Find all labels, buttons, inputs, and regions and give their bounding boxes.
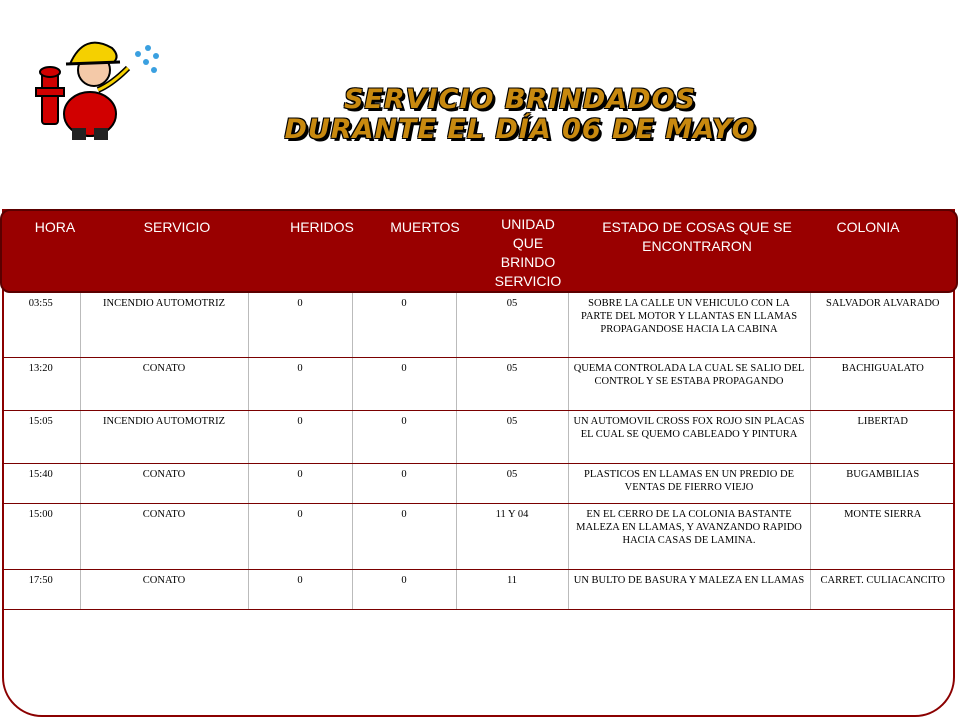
cell-colonia: SALVADOR ALVARADO [810, 293, 955, 357]
cell-servicio: CONATO [80, 357, 248, 410]
cell-heridos: 0 [248, 357, 352, 410]
cell-colonia: BACHIGUALATO [810, 357, 955, 410]
header-muertos: MUERTOS [390, 219, 460, 235]
cell-estado: PLASTICOS EN LLAMAS EN UN PREDIO DE VENTAS DE FIERRO VIEJO [568, 463, 810, 503]
header-estado-line: ENCONTRARON [642, 238, 752, 254]
cell-unidad: 05 [456, 293, 568, 357]
cell-heridos: 0 [248, 569, 352, 609]
header-unidad-line: BRINDO [500, 254, 556, 270]
cell-muertos: 0 [352, 293, 456, 357]
services-table [2, 293, 955, 610]
cell-unidad: 05 [456, 410, 568, 463]
header-estado-line: ESTADO DE COSAS QUE SE [602, 219, 792, 235]
cell-muertos: 0 [352, 569, 456, 609]
cell-muertos: 0 [352, 357, 456, 410]
table-row [2, 293, 955, 357]
cell-heridos: 0 [248, 410, 352, 463]
cell-hora: 03:55 [2, 293, 80, 357]
cell-unidad: 11 Y 04 [456, 503, 568, 569]
cell-colonia: CARRET. CULIACANCITO [810, 569, 955, 609]
title-line-1: SERVICIO BRINDADOS [344, 84, 696, 115]
table-row [2, 357, 955, 410]
cell-hora: 17:50 [2, 569, 80, 609]
cell-muertos: 0 [352, 503, 456, 569]
cell-heridos: 0 [248, 503, 352, 569]
header-unidad [487, 215, 569, 291]
table-row [2, 569, 955, 609]
header-colonia: COLONIA [836, 219, 900, 235]
cell-muertos: 0 [352, 410, 456, 463]
table-row [2, 503, 955, 569]
header-hora: HORA [34, 219, 76, 235]
cell-servicio: CONATO [80, 569, 248, 609]
cell-colonia: MONTE SIERRA [810, 503, 955, 569]
firefighter-logo [28, 28, 168, 148]
cell-heridos: 0 [248, 293, 352, 357]
cell-servicio: INCENDIO AUTOMOTRIZ [80, 410, 248, 463]
cell-estado: EN EL CERRO DE LA COLONIA BASTANTE MALEZA EN LLAMAS, Y AVANZANDO RAPIDO HACIA CASAS DE LAMINA. [568, 503, 810, 569]
cell-hora: 15:05 [2, 410, 80, 463]
cell-hora: 13:20 [2, 357, 80, 410]
cell-servicio: CONATO [80, 463, 248, 503]
header-heridos: HERIDOS [290, 219, 354, 235]
header-estado [577, 218, 817, 256]
cell-hora: 15:00 [2, 503, 80, 569]
table-row [2, 463, 955, 503]
header-unidad-line: SERVICIO [494, 273, 562, 289]
cell-unidad: 11 [456, 569, 568, 609]
cell-hora: 15:40 [2, 463, 80, 503]
cell-estado: QUEMA CONTROLADA LA CUAL SE SALIO DEL CONTROL Y SE ESTABA PROPAGANDO [568, 357, 810, 410]
cell-heridos: 0 [248, 463, 352, 503]
cell-servicio: CONATO [80, 503, 248, 569]
table-header [0, 209, 958, 293]
title-line-2: DURANTE EL DÍA 06 DE MAYO [284, 114, 756, 145]
cell-unidad: 05 [456, 463, 568, 503]
cell-estado: UN BULTO DE BASURA Y MALEZA EN LLAMAS [568, 569, 810, 609]
header-servicio: SERVICIO [143, 219, 211, 235]
cell-unidad: 05 [456, 357, 568, 410]
cell-colonia: BUGAMBILIAS [810, 463, 955, 503]
cell-colonia: LIBERTAD [810, 410, 955, 463]
cell-servicio: INCENDIO AUTOMOTRIZ [80, 293, 248, 357]
cell-estado: UN AUTOMOVIL CROSS FOX ROJO SIN PLACAS EL CUAL SE QUEMO CABLEADO Y PINTURA [568, 410, 810, 463]
cell-estado: SOBRE LA CALLE UN VEHICULO CON LA PARTE DEL MOTOR Y LLANTAS EN LLAMAS PROPAGANDOSE HACIA LA CABINA [568, 293, 810, 357]
cell-muertos: 0 [352, 463, 456, 503]
header-unidad-line: UNIDAD [501, 216, 555, 232]
table-row [2, 410, 955, 463]
header-unidad-line: QUE [512, 235, 544, 251]
